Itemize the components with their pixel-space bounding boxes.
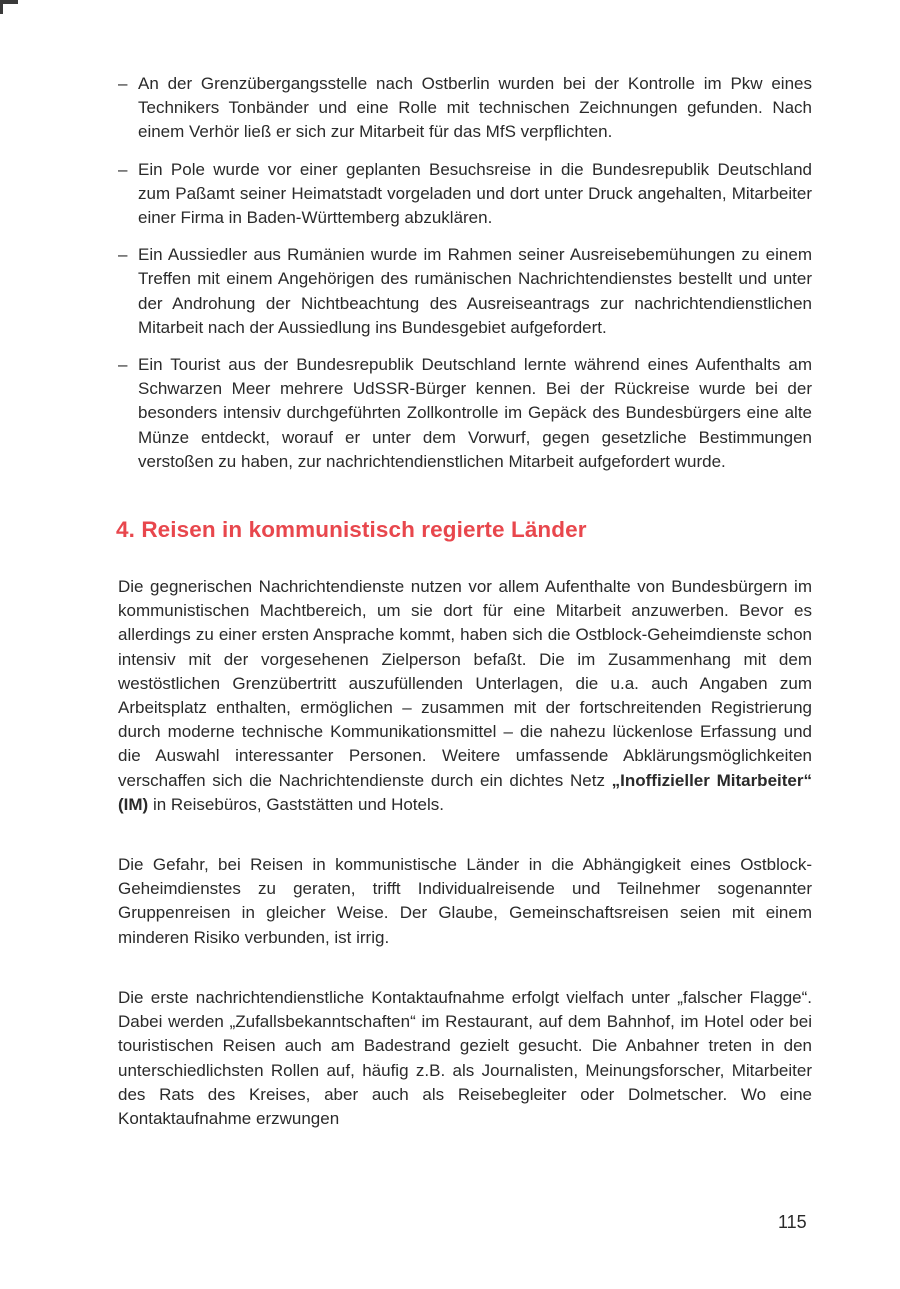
scan-corner-mark-vertical [0,0,3,14]
paragraph-1-text: Die gegnerischen Nachrichtendienste nutzen vor allem Aufenthalte von Bundesbürgern im kommunistischen Machtbereich, um sie dort für eine Mitarbeit anzuwerben. Bevor es allerdings zu einer ersten Ansprache kommt, haben sich die Ostblock-Geheimdienste schon intensiv mit der vorgesehenen Zielperson befaßt. Die im Zusammenhang mit dem westöstlichen Grenzübertritt auszufüllenden Unterlagen, die u.a. auch Angaben zum Arbeitsplatz enthalten, ermöglichen – zusammen mit der fortschreitenden Registrierung durch moderne technische Kommunikationsmittel – die nahezu lückenlose Erfassung und die Auswahl interessanter Personen. Weitere umfassende Abklärungsmöglichkeiten verschaffen sich die Nachrichtendienste durch ein dichtes Netz [118,577,812,790]
list-item: – An der Grenzübergangsstelle nach Ostberlin wurden bei der Kontrolle im Pkw eines Technikers Tonbänder und eine Rolle mit technischen Zeichnungen gefunden. Nach einem Verhör ließ er sich zur Mitarbeit für das MfS verpflichten. [118,72,812,145]
paragraph-1-emphasis: „Inoffizieller Mitarbeiter“ (IM) [118,770,812,814]
list-item: – Ein Tourist aus der Bundesrepublik Deutschland lernte während eines Aufenthalts am Schwarzen Meer mehrere UdSSR-Bürger kennen. Bei der Rückreise wurde bei der besonders intensiv durchgeführten Zollkontrolle im Gepäck des Bundesbürgers eine alte Münze entdeckt, worauf er unter dem Vorwurf, gegen gesetzliche Bestimmungen verstoßen zu haben, zur nachrichtendienstlichen Mitarbeit aufgefordert wurde. [118,353,812,474]
document-page [118,72,812,1131]
section-heading: 4. Reisen in kommunistisch regierte Länder [116,517,587,543]
list-item: – Ein Aussiedler aus Rumänien wurde im Rahmen seiner Ausreisebemühungen zu einem Treffen mit einem Angehörigen des rumänischen Nachrichtendienstes bestellt und unter der Androhung der Nichtbeachtung des Ausreiseantrags zur nachrichtendienstlichen Mitarbeit nach der Aussiedlung ins Bundesgebiet aufgefordert. [118,243,812,340]
paragraph-2: Die Gefahr, bei Reisen in kommunistische Länder in die Abhängigkeit eines Ostblock-Geheimdienstes zu geraten, trifft Individualreisende und Teilnehmer sogenannter Gruppenreisen in gleicher Weise. Der Glaube, Gemeinschaftsreisen seien mit einem minderen Risiko verbunden, ist irrig. [118,855,812,947]
paragraph-3: Die erste nachrichtendienstliche Kontaktaufnahme erfolgt vielfach unter „falscher Flagge“. Dabei werden „Zufallsbekanntschaften“ im Restaurant, auf dem Bahnhof, im Hotel oder bei touristischen Reisen auch am Badestrand gezielt gesucht. Die Anbahner treten in den unterschiedlichsten Rollen auf, häufig z.B. als Journalisten, Meinungsforscher, Mitarbeiter des Rats des Kreises, aber auch als Reisebegleiter oder Dolmetscher. Wo eine Kontaktaufnahme erzwungen [118,987,812,1128]
paragraph-1 [118,575,812,817]
page-number: 115 [778,1212,807,1232]
example-list [118,72,812,474]
paragraph-1-text-end: in Reisebüros, Gaststätten und Hotels. [148,794,444,814]
list-item: – Ein Pole wurde vor einer geplanten Besuchsreise in die Bundesrepublik Deutschland zum Paßamt seiner Heimatstadt vorgeladen und dort unter Druck angehalten, Mitarbeiter einer Firma in Baden-Württemberg abzuklären. [118,158,812,231]
